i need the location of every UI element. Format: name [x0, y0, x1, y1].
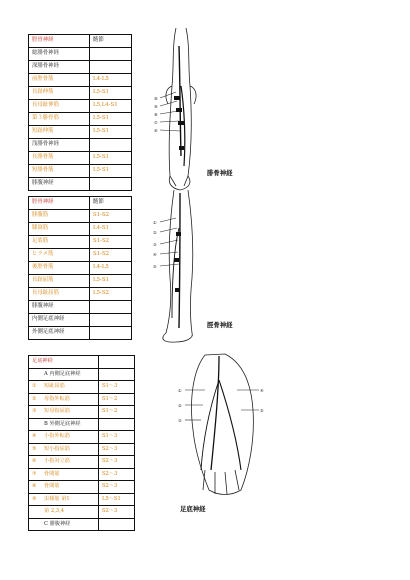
muscle-name: 短趾伸筋 — [32, 128, 54, 135]
table-row — [29, 314, 132, 327]
table-row — [29, 468, 135, 481]
muscle-name: B 外側足底神経 — [44, 420, 81, 427]
table-row — [29, 288, 132, 301]
muscle-name: 骨間筋 — [44, 483, 60, 490]
header-segment: 髄節 — [90, 197, 132, 210]
muscle-name-cell — [29, 113, 90, 126]
muscle-name: 膝窩筋 — [32, 225, 49, 232]
table-row — [29, 275, 132, 288]
muscle-name-cell — [29, 468, 99, 481]
row-number: ⑥ — [32, 458, 37, 465]
row-number: ⑨ — [32, 495, 37, 502]
svg-text:①: ① — [178, 388, 182, 393]
muscle-name: C 腓腹神経 — [44, 520, 71, 527]
table-row — [29, 393, 135, 406]
svg-text:①: ① — [153, 220, 157, 225]
segment-cell — [99, 518, 135, 531]
muscle-name-cell — [29, 327, 90, 340]
segment-cell: L5-S1 — [90, 275, 132, 288]
muscle-name: 骨間筋 — [44, 470, 60, 477]
muscle-name-cell — [29, 275, 90, 288]
table-row — [29, 74, 132, 87]
segment-cell: S1-S2 — [90, 210, 132, 223]
row-number: ④ — [32, 433, 37, 440]
muscle-name-cell — [29, 406, 99, 419]
segment-cell: L5～S1 — [99, 493, 135, 506]
segment-cell: S2～3 — [99, 456, 135, 469]
muscle-name-cell — [29, 74, 90, 87]
segment-cell — [99, 418, 135, 431]
muscle-name-cell — [29, 87, 90, 100]
table-header-row — [29, 35, 132, 48]
caption-tibial: 脛骨神経 — [207, 321, 233, 329]
peroneal-table-body — [29, 35, 132, 191]
table-row — [29, 139, 132, 152]
segment-cell — [90, 48, 132, 61]
table-row — [29, 126, 132, 139]
svg-text:⑩: ⑩ — [154, 96, 158, 101]
segment-cell — [90, 301, 132, 314]
row-number: ② — [32, 395, 37, 402]
muscle-name-cell — [29, 518, 99, 531]
muscle-name-cell — [29, 178, 90, 191]
table-row — [29, 481, 135, 494]
plantar-table-body — [29, 356, 135, 531]
segment-cell — [90, 327, 132, 340]
muscle-name: 短趾屈筋 — [44, 383, 65, 390]
segment-cell: S1-S2 — [90, 236, 132, 249]
plantar-nerve-illustration — [175, 350, 265, 500]
muscle-name-cell — [29, 381, 99, 394]
muscle-name: 内側足底神経 — [32, 316, 65, 323]
table-row — [29, 100, 132, 113]
table-header-row — [29, 197, 132, 210]
svg-text:⑤: ⑤ — [153, 264, 157, 269]
table-header-row — [29, 356, 135, 369]
header-segment: 髄節 — [90, 35, 132, 48]
muscle-name-cell — [29, 152, 90, 165]
segment-cell: S1～2 — [99, 406, 135, 419]
tibial-nerve-table — [28, 196, 132, 340]
muscle-name-cell — [29, 393, 99, 406]
table-row — [29, 178, 132, 191]
muscle-name-cell — [29, 443, 99, 456]
muscle-name: 小指外転筋 — [44, 433, 70, 440]
muscle-name: 深腓骨神経 — [32, 63, 59, 70]
muscle-name-cell — [29, 314, 90, 327]
muscle-name: 長趾伸筋 — [32, 89, 54, 96]
table-row — [29, 381, 135, 394]
header-segment — [99, 356, 135, 369]
table-row — [29, 152, 132, 165]
muscle-name-cell — [29, 100, 90, 113]
muscle-name-cell — [29, 61, 90, 74]
peroneal-nerve-illustration — [146, 26, 216, 191]
table-row — [29, 113, 132, 126]
muscle-name-cell — [29, 456, 99, 469]
muscle-name: 総腓骨神経 — [32, 50, 59, 57]
muscle-name: 後脛骨筋 — [32, 264, 54, 271]
svg-text:②: ② — [178, 403, 182, 408]
muscle-name: 足底筋 — [32, 238, 49, 245]
table-row — [29, 406, 135, 419]
table-row — [29, 418, 135, 431]
segment-cell — [90, 178, 132, 191]
muscle-name: 腓腹筋 — [32, 212, 49, 219]
muscle-name: 短腓骨筋 — [32, 167, 54, 174]
svg-text:④: ④ — [153, 252, 157, 257]
svg-text:⑤: ⑤ — [260, 408, 264, 413]
table-row — [29, 518, 135, 531]
muscle-name-cell — [29, 223, 90, 236]
muscle-name-cell — [29, 236, 90, 249]
segment-cell: L5-S1 — [90, 165, 132, 178]
muscle-name: 小指対立筋 — [44, 458, 70, 465]
muscle-name: A 内側足底神経 — [44, 370, 81, 377]
muscle-name-cell — [29, 165, 90, 178]
table-row — [29, 61, 132, 74]
row-number: ① — [32, 383, 37, 390]
muscle-name: 短母指屈筋 — [44, 408, 70, 415]
row-number: ⑧ — [32, 483, 37, 490]
muscle-name: 虫様筋 第1 — [44, 495, 70, 502]
row-number: ⑦ — [32, 470, 37, 477]
muscle-name-cell — [29, 262, 90, 275]
muscle-name: 長腓骨筋 — [32, 154, 54, 161]
table-row — [29, 223, 132, 236]
muscle-name: 腓腹神経 — [32, 180, 54, 187]
segment-cell: S1～2 — [99, 393, 135, 406]
muscle-name: 第３腓骨筋 — [32, 115, 59, 122]
tibial-nerve-illustration — [146, 188, 216, 343]
table-row — [29, 165, 132, 178]
segment-cell: L4-L5 — [90, 262, 132, 275]
svg-text:⑨: ⑨ — [154, 104, 158, 109]
segment-cell — [90, 139, 132, 152]
svg-text:④: ④ — [260, 388, 264, 393]
muscle-name-cell — [29, 418, 99, 431]
header-nerve: 足底神経 — [29, 356, 99, 369]
table-row — [29, 456, 135, 469]
muscle-name-cell — [29, 210, 90, 223]
caption-peroneal: 腓骨神経 — [207, 169, 233, 177]
segment-cell: S2～3 — [99, 443, 135, 456]
table-row — [29, 236, 132, 249]
segment-cell: S2～3 — [99, 481, 135, 494]
table-row — [29, 506, 135, 519]
segment-cell: L5-S1 — [90, 87, 132, 100]
muscle-name: 長趾屈筋 — [32, 277, 54, 284]
table-row — [29, 443, 135, 456]
segment-cell: S2～3 — [99, 506, 135, 519]
table-row — [29, 327, 132, 340]
muscle-name: 前脛骨筋 — [32, 76, 54, 83]
plantar-nerve-table — [28, 355, 135, 531]
svg-text:③: ③ — [178, 418, 182, 423]
svg-text:⑧: ⑧ — [154, 112, 158, 117]
table-row — [29, 493, 135, 506]
muscle-name: 母指外転筋 — [44, 395, 70, 402]
svg-text:②: ② — [153, 230, 157, 235]
muscle-name-cell — [29, 139, 90, 152]
muscle-name-cell — [29, 506, 99, 519]
table-row — [29, 368, 135, 381]
table-row — [29, 249, 132, 262]
svg-text:⑦: ⑦ — [154, 120, 158, 125]
header-nerve: 脛骨神経 — [29, 197, 90, 210]
svg-text:③: ③ — [153, 242, 157, 247]
table-row — [29, 431, 135, 444]
muscle-name: 長母趾伸筋 — [32, 102, 59, 109]
segment-cell: L5,L4-S1 — [90, 100, 132, 113]
row-number: ③ — [32, 408, 37, 415]
table-row — [29, 210, 132, 223]
segment-cell: L5-S1 — [90, 152, 132, 165]
segment-cell — [90, 314, 132, 327]
muscle-name: 外側足底神経 — [32, 329, 65, 336]
muscle-name: 浅腓骨神経 — [32, 141, 59, 148]
segment-cell: L4-L5 — [90, 74, 132, 87]
segment-cell: L5-S1 — [90, 113, 132, 126]
muscle-name-cell — [29, 493, 99, 506]
muscle-name-cell — [29, 431, 99, 444]
svg-text:⑥: ⑥ — [154, 128, 158, 133]
table-row — [29, 301, 132, 314]
muscle-name-cell — [29, 126, 90, 139]
segment-cell: L5-S1 — [90, 126, 132, 139]
table-row — [29, 48, 132, 61]
segment-cell: S1-S2 — [90, 249, 132, 262]
header-nerve: 脛骨神経 — [29, 35, 90, 48]
segment-cell: L5-S2 — [90, 288, 132, 301]
segment-cell — [90, 61, 132, 74]
muscle-name-cell — [29, 481, 99, 494]
segment-cell: S1～3 — [99, 431, 135, 444]
muscle-name-cell — [29, 48, 90, 61]
muscle-name: 長母趾屈筋 — [32, 290, 59, 297]
muscle-name: ヒラメ筋 — [32, 251, 54, 258]
muscle-name: 短小指屈筋 — [44, 445, 70, 452]
muscle-name: 第 2,3,4 — [44, 508, 65, 515]
segment-cell: S2～3 — [99, 468, 135, 481]
muscle-name: 腓腹神経 — [32, 303, 54, 310]
muscle-name-cell — [29, 301, 90, 314]
table-row — [29, 262, 132, 275]
segment-cell: L4-S1 — [90, 223, 132, 236]
caption-plantar: 足底神経 — [180, 505, 206, 513]
muscle-name-cell — [29, 368, 99, 381]
muscle-name-cell — [29, 288, 90, 301]
muscle-name-cell — [29, 249, 90, 262]
table-row — [29, 87, 132, 100]
segment-cell — [99, 368, 135, 381]
tibial-table-body — [29, 197, 132, 340]
peroneal-nerve-table — [28, 34, 132, 191]
row-number: ⑤ — [32, 445, 37, 452]
segment-cell: S1～3 — [99, 381, 135, 394]
